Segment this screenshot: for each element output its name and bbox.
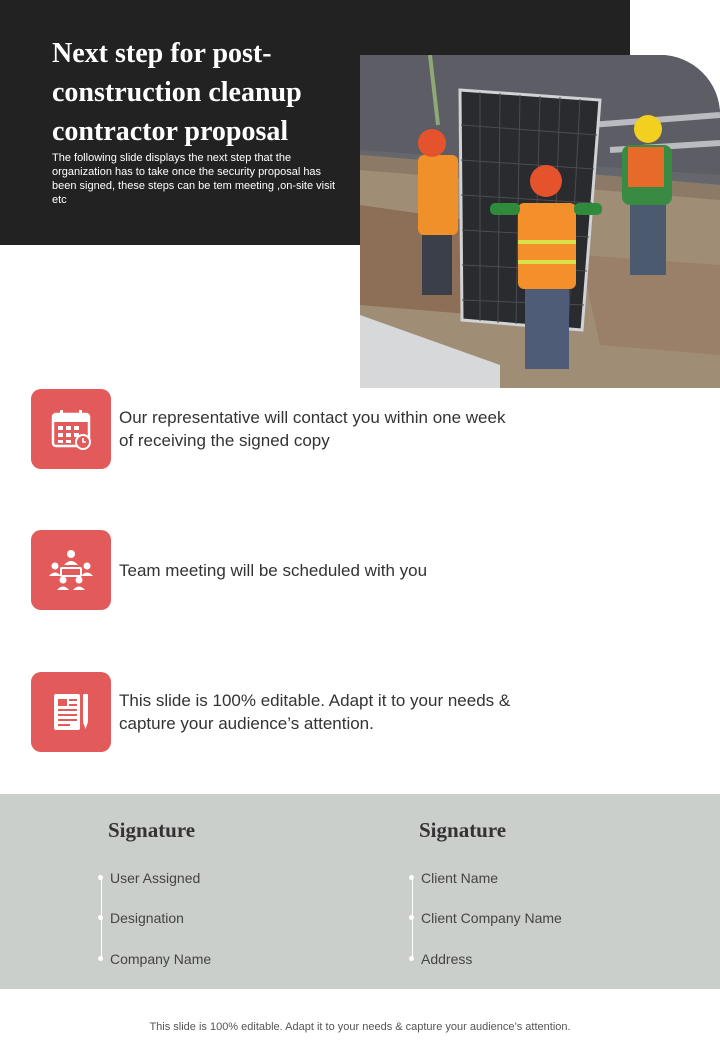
footer-note: This slide is 100% editable. Adapt it to your needs & capture your audience’s attention. bbox=[149, 1021, 571, 1033]
step-contact bbox=[31, 389, 551, 469]
calendar-icon bbox=[31, 389, 111, 469]
document-pen-icon bbox=[31, 672, 111, 752]
signature-designation: Designation bbox=[110, 910, 184, 926]
signature-company-name: Company Name bbox=[110, 951, 212, 967]
photo-illustration bbox=[360, 55, 720, 388]
signature-user-assigned: User Assigned bbox=[110, 870, 201, 886]
signature-left bbox=[108, 794, 368, 989]
signature-client-company: Client Company Name bbox=[421, 910, 562, 926]
step-meeting-text: Team meeting will be scheduled with you bbox=[119, 560, 428, 580]
signature-section bbox=[0, 794, 720, 989]
page-title: Next step for post-construction cleanup contractor proposal bbox=[52, 38, 302, 147]
step-meeting bbox=[31, 530, 551, 610]
step-editable-text: This slide is 100% editable. Adapt it to your needs & capture your audience’s attention. bbox=[119, 691, 511, 733]
signature-left-heading: Signature bbox=[108, 818, 196, 842]
signature-client-name: Client Name bbox=[421, 870, 499, 886]
step-editable bbox=[31, 672, 551, 752]
page-subtitle: The following slide displays the next step that the organization has to take once the security proposal has been signed, these steps can be tem meeting ,on-site visit etc bbox=[52, 152, 336, 206]
team-meeting-icon bbox=[31, 530, 111, 610]
solar-panel-photo bbox=[360, 55, 720, 388]
signature-right-heading: Signature bbox=[419, 818, 507, 842]
step-contact-text: Our representative will contact you within one week of receiving the signed copy bbox=[119, 408, 506, 450]
signature-address: Address bbox=[421, 951, 473, 967]
signature-right bbox=[419, 794, 679, 989]
